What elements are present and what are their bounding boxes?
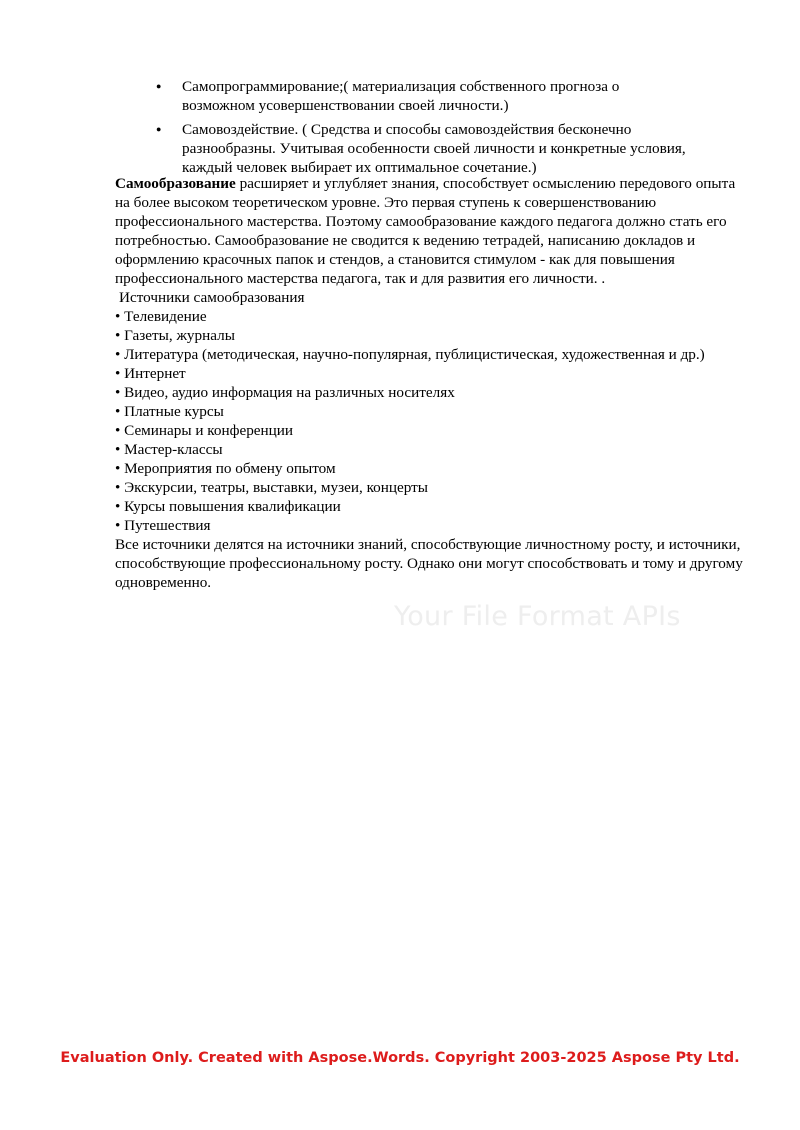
sources-title: Источники самообразования (119, 289, 305, 306)
intro-paragraph (115, 174, 747, 288)
bullet-item: ● Самовоздействие. ( Средства и способы самовоздействия бесконечно разнообразны. Учитывая особенности своей личности и конкретные условия, каждый человек выбирает их оптимальное сочетание.) (150, 120, 690, 177)
bullet-item: ● Самопрограммирование;( материализация собственного прогноза о возможном усовершенствовании своей личности.) (150, 77, 690, 115)
source-item: • Платные курсы (115, 402, 747, 421)
document-body (115, 174, 747, 592)
source-item: • Видео, аудио информация на различных носителях (115, 383, 747, 402)
source-item: • Курсы повышения квалификации (115, 497, 747, 516)
top-bullet-list (150, 77, 690, 177)
watermark-text: Your File Format APIs (394, 601, 681, 632)
source-item: • Мастер-классы (115, 440, 747, 459)
source-item: • Мероприятия по обмену опытом (115, 459, 747, 478)
intro-text: расширяет и углубляет знания, способствует осмыслению передового опыта на более высоком теоретическом уровне. Это первая ступень к совершенствованию профессионального мастерства. Поэтому самообразование каждого педагога должно стать его потребностью. Самообразование не сводится к ведению тетрадей, написанию докладов и оформлению красочных папок и стендов, а становится стимулом - как для повышения профессионального мастерства педагога, так и для развития его личности. . (115, 175, 736, 287)
closing-paragraph: Все источники делятся на источники знаний, способствующие личностному росту, и источники, способствующие профессиональному росту. Однако они могут способствовать и тому и другому одновременно. (115, 536, 743, 591)
sources-list (115, 307, 747, 535)
source-item: • Интернет (115, 364, 747, 383)
source-item: • Семинары и конференции (115, 421, 747, 440)
intro-bold-lead: Самообразование (115, 175, 236, 192)
source-item: • Путешествия (115, 516, 747, 535)
evaluation-notice: Evaluation Only. Created with Aspose.Words. Copyright 2003-2025 Aspose Pty Ltd. (60, 1050, 740, 1066)
source-item: • Литература (методическая, научно-популярная, публицистическая, художественная и др.) (115, 345, 747, 364)
source-item: • Телевидение (115, 307, 747, 326)
source-item: • Экскурсии, театры, выставки, музеи, концерты (115, 478, 747, 497)
source-item: • Газеты, журналы (115, 326, 747, 345)
